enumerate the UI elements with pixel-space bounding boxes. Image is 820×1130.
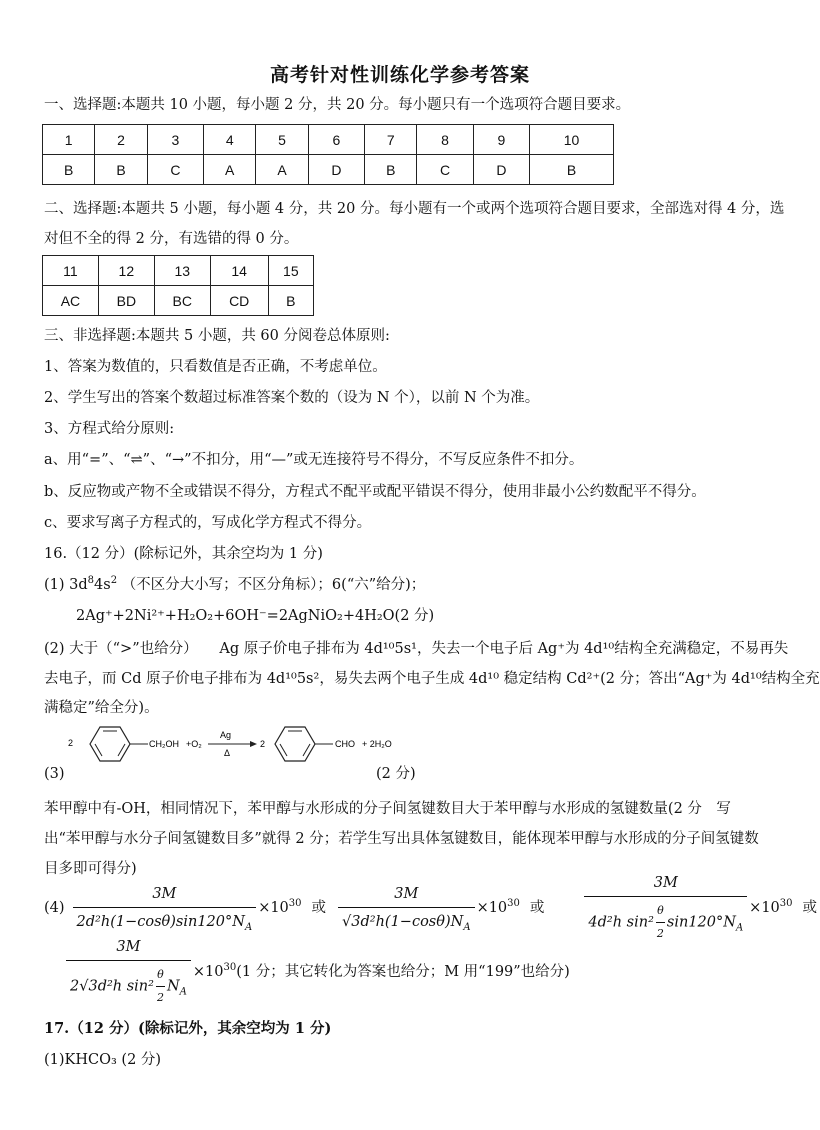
section1-heading: 一、选择题:本题共 10 小题，每小题 2 分，共 20 分。每小题只有一个选项符合题目要求。: [44, 97, 631, 113]
question-number: 12: [98, 256, 154, 286]
table-row: [43, 286, 314, 316]
formula-numerator: 3M: [653, 874, 678, 891]
q16-part4-label: (4): [44, 900, 65, 916]
exponent: 30: [779, 898, 793, 910]
q16-part3-explanation: 苯甲醇中有-OH，相同情况下，苯甲醇与水形成的分子间氢键数目大于苯甲醇与水形成的氢键数量(2 分 写出“苯甲醇与水分子间氢键数目多”就得 2 分；若学生写出具体氢键数目，能体现苯甲醇与水形成的分子间氢键数目多即可得分): [44, 801, 759, 877]
question-number: 7: [365, 125, 417, 155]
question-number: 10: [530, 125, 614, 155]
heating-condition: Δ: [224, 748, 231, 758]
formula-numerator: 3M: [394, 886, 419, 902]
two: 2: [156, 986, 165, 1009]
reaction-coefficient-1: 2: [68, 738, 74, 748]
question-number: 8: [417, 125, 473, 155]
half-angle: [156, 964, 165, 1009]
section2-heading-line1: 二、选择题:本题共 5 小题，每小题 4 分，共 20 分。每小题有一个或两个选项符合题目要求，全部选对得 4 分，选: [44, 201, 785, 217]
answer-cell: B: [268, 286, 313, 316]
two: 2: [656, 922, 665, 945]
benzene-ring-icon: [275, 727, 315, 761]
subscript-a: A: [244, 921, 253, 933]
benzene-ring-icon: [90, 727, 130, 761]
question-number: 1: [43, 125, 95, 155]
answer-cell: CD: [210, 286, 268, 316]
power-factor: [749, 897, 792, 919]
or-separator: 或: [802, 900, 818, 916]
answer-cell: A: [256, 155, 308, 185]
times-text: ×10: [258, 900, 289, 916]
q16-part2-line1: (2) 大于（“>”也给分） Ag 原子价电子排布为 4d¹⁰5s¹，失去一个电子后 Ag⁺为 4d¹⁰结构全充满稳定，不易再失: [44, 641, 789, 657]
rule-2: 2、学生写出的答案个数超过标准答案个数的（设为 N 个），以前 N 个为准。: [44, 390, 540, 406]
power-factor: [193, 961, 236, 983]
section3-heading: 三、非选择题:本题共 5 小题，共 60 分阅卷总体原则:: [44, 328, 390, 344]
q16-part4-formulas: [44, 874, 818, 940]
subscript-a: A: [735, 921, 744, 933]
question-number: 4: [204, 125, 256, 155]
q16-part1-rest: （不区分大小写；不区分角标）；6(“六”给分)；: [121, 577, 426, 593]
formula-numerator: 3M: [116, 938, 141, 955]
q16-equation-1: 2Ag⁺+2Ni²⁺+H₂O₂+6OH⁻=2AgNiO₂+4H₂O(2 分): [76, 608, 435, 624]
formula-denominator: [66, 960, 191, 1009]
answer-cell: D: [308, 155, 364, 185]
q17-heading: 17.（12 分）(除标记外，其余空均为 1 分): [44, 1020, 332, 1037]
or-separator: 或: [529, 900, 545, 916]
water-product: + 2H₂O: [362, 739, 392, 749]
rule-b: b、反应物或产物不全或错误不得分，方程式不配平或配平错误不得分，使用非最小公约数配平不得分。: [44, 484, 706, 500]
formula-denominator: [584, 896, 747, 945]
q16-part4-formula4-row: [64, 938, 766, 1004]
exponent: 30: [507, 898, 520, 910]
table-row: [43, 155, 614, 185]
answer-cell: AC: [43, 286, 99, 316]
reaction-arrow-icon: [208, 741, 257, 747]
times-text: ×10: [476, 900, 508, 916]
answer-cell: B: [95, 155, 147, 185]
density-formula-3: [584, 872, 747, 945]
half-angle: [656, 900, 665, 945]
rule-1: 1、答案为数值的，只看数值是否正确，不考虑单位。: [44, 359, 387, 375]
silver-catalyst: Ag: [220, 730, 232, 740]
hydroxymethyl-group: CH₂OH: [149, 739, 179, 749]
answer-cell: B: [365, 155, 417, 185]
question-number: 14: [210, 256, 268, 286]
q16-part1-sup1: 8: [87, 575, 95, 587]
section2-answer-table: [42, 255, 314, 316]
question-number: 9: [473, 125, 529, 155]
section1-answer-table: [42, 124, 614, 185]
times-text: ×10: [192, 964, 224, 980]
answer-cell: BC: [154, 286, 210, 316]
denominator-text: √3d²h(1−cosθ)N: [342, 914, 464, 930]
table-row: [43, 125, 614, 155]
denominator-text: sin120°N: [666, 914, 736, 930]
times-text: ×10: [749, 900, 780, 916]
denominator-text: 2d²h(1−cosθ)sin120°N: [76, 914, 245, 930]
formula-numerator: 3M: [152, 886, 177, 902]
density-formula-1: [73, 883, 257, 933]
q17-part1: (1)KHCO₃ (2 分): [44, 1052, 162, 1068]
rule-c: c、要求写离子方程式的，写成化学方程式不得分。: [44, 515, 372, 531]
q16-part2-line2: 去电子，而 Cd 原子价电子排布为 4d¹⁰5s²，易失去两个电子生成 4d¹⁰ 稳定结构 Cd²⁺(2 分；答出“Ag⁺为 4d¹⁰结构全充: [44, 671, 820, 687]
aldehyde-group: CHO: [335, 739, 355, 749]
power-factor: [477, 897, 520, 919]
answer-cell: D: [473, 155, 529, 185]
q16-part1-label: (1) 3d: [44, 577, 88, 593]
question-number: 13: [154, 256, 210, 286]
oxygen-reagent: +O₂: [186, 739, 202, 749]
denominator-text: N: [166, 978, 180, 994]
question-number: 3: [147, 125, 203, 155]
denominator-text: 4d²h sin²: [588, 914, 654, 930]
power-factor: [258, 897, 301, 919]
q16-part1-sup2: 2: [110, 575, 118, 587]
question-number: 5: [256, 125, 308, 155]
answer-cell: B: [43, 155, 95, 185]
question-number: 2: [95, 125, 147, 155]
question-number: 6: [308, 125, 364, 155]
q16-part1: [44, 574, 766, 596]
q16-part2-line3: 满稳定”给全分)。: [44, 700, 159, 716]
theta: θ: [657, 903, 664, 917]
answer-cell: A: [204, 155, 256, 185]
table-row: [43, 256, 314, 286]
rule-a: a、用“=”、“⇌”、“→”不扣分，用“—”或无连接符号不得分，不写反应条件不扣分。: [44, 452, 584, 468]
formula-denominator: [73, 907, 257, 933]
subscript-a: A: [179, 985, 187, 997]
q16-part1-mid: 4s: [94, 577, 111, 593]
answer-cell: C: [147, 155, 203, 185]
q16-part4-note: (1 分；其它转化为答案也给分；M 用“199”也给分): [236, 964, 570, 980]
reaction-coefficient-2: 2: [260, 739, 266, 749]
q16-part3-score: (2 分): [376, 766, 416, 782]
q16-heading: 16.（12 分）(除标记外，其余空均为 1 分): [44, 546, 323, 562]
answer-cell: BD: [98, 286, 154, 316]
question-number: 15: [268, 256, 313, 286]
density-formula-4: [66, 936, 191, 1009]
formula-denominator: [338, 907, 475, 933]
denominator-text: 2√3d²h sin²: [70, 978, 154, 994]
question-number: 11: [43, 256, 99, 286]
theta: θ: [157, 967, 164, 981]
q16-part3-label: (3): [44, 766, 65, 782]
subscript-a: A: [463, 921, 471, 933]
answer-cell: B: [530, 155, 614, 185]
benzyl-alcohol-oxidation-scheme: [60, 714, 480, 764]
answer-cell: C: [417, 155, 473, 185]
or-separator: 或: [311, 900, 327, 916]
exponent: 30: [223, 962, 237, 974]
density-formula-2: [338, 883, 475, 933]
section2-heading-line2: 对但不全的得 2 分，有选错的得 0 分。: [44, 231, 299, 247]
exponent: 30: [288, 898, 302, 910]
rule-3: 3、方程式给分原则:: [44, 421, 175, 437]
page-title: 高考针对性训练化学参考答案: [269, 64, 530, 86]
